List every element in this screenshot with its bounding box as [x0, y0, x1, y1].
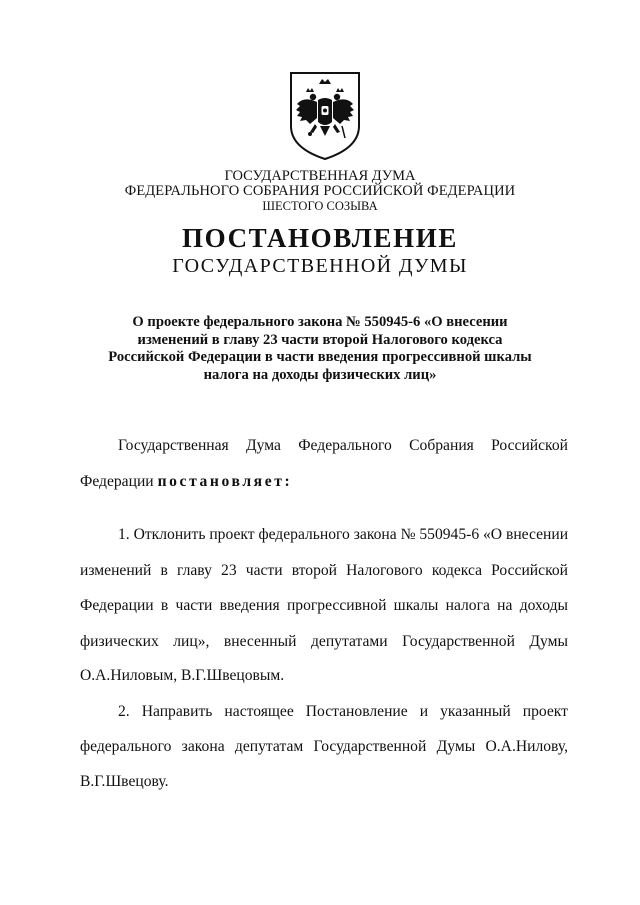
- subject-line: Российской Федерации в части введения прогрессивной шкалы: [108, 349, 532, 365]
- org-name-line1: ГОСУДАРСТВЕННАЯ ДУМА: [224, 168, 416, 184]
- preamble-line: [80, 472, 568, 492]
- document-type: ПОСТАНОВЛЕНИЕ: [182, 223, 458, 253]
- document-subject: [90, 314, 550, 384]
- preamble-text: Федерации: [80, 473, 154, 490]
- item-1-line: 1. Отклонить проект федерального закона № 550945-6 «О внесении: [118, 526, 569, 543]
- document-type-subtitle: ГОСУДАРСТВЕННОЙ ДУМЫ: [172, 255, 468, 277]
- item-1-line: физических лиц», внесенный депутатами Государственной Думы: [80, 633, 568, 650]
- item-1-line: О.А.Ниловым, В.Г.Швецовым.: [80, 667, 285, 684]
- item-1-line: Федерации в части введения прогрессивной шкалы налога на доходы: [80, 597, 568, 614]
- org-name-line2: ФЕДЕРАЛЬНОГО СОБРАНИЯ РОССИЙСКОЙ ФЕДЕРАЦИИ: [124, 183, 516, 199]
- preamble-verb: постановляет:: [157, 473, 293, 490]
- subject-line: изменений в главу 23 части второй Налогового кодекса: [137, 331, 503, 348]
- item-1-line: изменений в главу 23 части второй Налогового кодекса Российской: [80, 562, 568, 579]
- subject-line: О проекте федерального закона № 550945-6 «О внесении: [132, 314, 508, 330]
- coat-of-arms-icon: [288, 70, 362, 162]
- convocation: ШЕСТОГО СОЗЫВА: [262, 199, 378, 213]
- preamble-line: Государственная Дума Федерального Собрания Российской: [118, 437, 568, 454]
- item-2-line: 2. Направить настоящее Постановление и указанный проект: [118, 703, 568, 720]
- item-2-line: федерального закона депутатам Государственной Думы О.А.Нилову,: [80, 738, 568, 755]
- item-2-line: В.Г.Швецову.: [80, 773, 169, 790]
- subject-line: налога на доходы физических лиц»: [203, 366, 437, 383]
